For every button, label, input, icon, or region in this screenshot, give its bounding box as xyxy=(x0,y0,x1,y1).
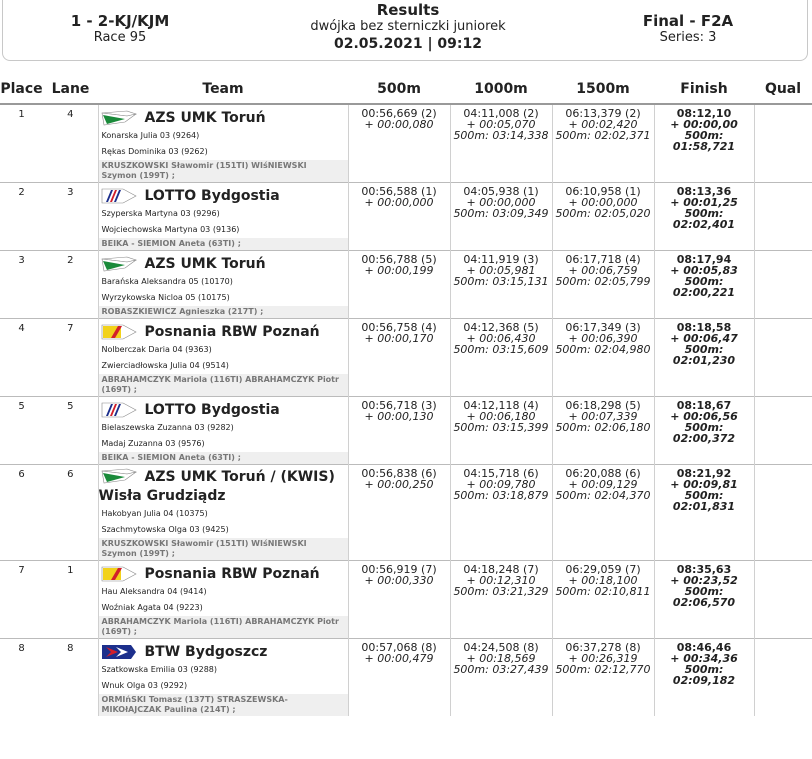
club-name: BTW Bydgoszcz xyxy=(144,644,268,660)
split-time: 08:13,36 xyxy=(676,185,732,198)
posnania-flag-icon xyxy=(101,566,137,582)
split-delta: + 00:02,420 xyxy=(568,118,638,131)
table-row xyxy=(0,104,812,183)
split-500m xyxy=(348,397,450,465)
split-delta: + 00:12,310 xyxy=(466,574,536,587)
table-header-row xyxy=(0,74,812,104)
table-row xyxy=(0,251,812,319)
split-time: 08:35,63 xyxy=(676,563,732,576)
finish-cell xyxy=(654,465,754,561)
finish-cell xyxy=(654,397,754,465)
qual-cell xyxy=(754,104,812,183)
lane: 3 xyxy=(67,187,74,198)
lane-cell xyxy=(43,319,98,397)
place-cell xyxy=(0,251,43,319)
team-name xyxy=(99,561,348,584)
split-pace: 500m: 02:04,370 xyxy=(555,489,651,502)
place-cell xyxy=(0,465,43,561)
split-1500m xyxy=(552,319,654,397)
results-table xyxy=(0,74,812,716)
split-delta: + 00:00,000 xyxy=(568,196,638,209)
rower-name: Wojciechowska Martyna 03 (9136) xyxy=(101,225,240,234)
split-pace: 500m: 03:14,338 xyxy=(453,129,549,142)
col-1000m: 1000m xyxy=(450,74,552,104)
split-delta: + 00:06,390 xyxy=(568,332,638,345)
lane-cell xyxy=(43,397,98,465)
event-code: 1 - 2-KJ/KJM xyxy=(70,12,170,30)
split-pace: 500m: 02:05,020 xyxy=(555,207,651,220)
split-time: 00:57,068 (8) xyxy=(361,641,437,654)
split-time: 04:15,718 (6) xyxy=(463,467,539,480)
rower-name: Nolberczak Daria 04 (9363) xyxy=(101,345,212,354)
split-delta: + 00:00,000 xyxy=(364,196,434,209)
qual-cell xyxy=(754,397,812,465)
split-500m xyxy=(348,104,450,183)
split-500m xyxy=(348,465,450,561)
finish-cell xyxy=(654,183,754,251)
split-500m xyxy=(348,183,450,251)
coach-names: ROBASZKIEWICZ Agnieszka (217T) ; xyxy=(99,306,348,318)
rower-name: Bielaszewska Zuzanna 03 (9282) xyxy=(101,423,234,432)
col-finish: Finish xyxy=(654,74,754,104)
rower-name: Szyperska Martyna 03 (9296) xyxy=(101,209,220,218)
split-time: 04:12,368 (5) xyxy=(463,321,539,334)
place: 2 xyxy=(18,187,25,198)
rower-name: Szatkowska Emilia 03 (9288) xyxy=(101,665,217,674)
split-delta: + 00:06,759 xyxy=(568,264,638,277)
rower-name: Wyrzykowska Nicloa 05 (10175) xyxy=(101,293,230,302)
split-delta: + 00:23,52 xyxy=(670,574,738,587)
col-qual: Qual xyxy=(754,74,812,104)
finish-cell xyxy=(654,104,754,183)
split-delta: + 00:00,330 xyxy=(364,574,434,587)
rower-name: Hakobyan Julia 04 (10375) xyxy=(101,509,208,518)
split-delta: + 00:18,569 xyxy=(466,652,536,665)
split-pace: 500m: 02:02,401 xyxy=(672,207,736,231)
lane: 8 xyxy=(67,643,74,654)
team-name xyxy=(99,319,348,342)
split-1500m xyxy=(552,104,654,183)
split-time: 04:11,008 (2) xyxy=(463,107,539,120)
split-pace: 500m: 03:18,879 xyxy=(453,489,549,502)
split-time: 06:10,958 (1) xyxy=(565,185,641,198)
team-name xyxy=(99,251,348,274)
split-1000m xyxy=(450,183,552,251)
split-time: 04:05,938 (1) xyxy=(463,185,539,198)
split-delta: + 00:06,180 xyxy=(466,410,536,423)
split-delta: + 00:05,981 xyxy=(466,264,536,277)
split-pace: 500m: 02:06,180 xyxy=(555,421,651,434)
lane: 4 xyxy=(67,109,74,120)
team-cell xyxy=(98,561,348,639)
club-name: Posnania RBW Poznań xyxy=(144,324,320,340)
split-time: 08:17,94 xyxy=(676,253,732,266)
qual-cell xyxy=(754,639,812,717)
place-cell xyxy=(0,104,43,183)
col-500m: 500m xyxy=(348,74,450,104)
club-name: AZS UMK Toruń xyxy=(144,256,266,272)
rower-name: Woźniak Agata 04 (9223) xyxy=(101,603,203,612)
split-time: 06:17,349 (3) xyxy=(565,321,641,334)
rower-name: Szachmytowska Olga 03 (9425) xyxy=(101,525,229,534)
lane: 5 xyxy=(67,401,74,412)
finish-cell xyxy=(654,639,754,717)
split-pace: 500m: 03:21,329 xyxy=(453,585,549,598)
split-pace: 500m: 03:27,439 xyxy=(453,663,549,676)
event-subtitle: dwójka bez sterniczki juniorek xyxy=(310,19,506,34)
club-name: LOTTO Bydgostia xyxy=(144,402,280,418)
split-1000m xyxy=(450,319,552,397)
azs-flag-icon xyxy=(101,468,137,484)
team-name xyxy=(99,397,348,420)
split-time: 06:13,379 (2) xyxy=(565,107,641,120)
split-delta: + 00:18,100 xyxy=(568,574,638,587)
split-time: 04:11,919 (3) xyxy=(463,253,539,266)
split-delta: + 00:00,479 xyxy=(364,652,434,665)
team-cell xyxy=(98,465,348,561)
split-1500m xyxy=(552,397,654,465)
split-time: 00:56,758 (4) xyxy=(361,321,437,334)
split-pace: 500m: 02:06,570 xyxy=(672,585,736,609)
table-row xyxy=(0,319,812,397)
rower-name: Barańska Aleksandra 05 (10170) xyxy=(101,277,233,286)
split-time: 06:29,059 (7) xyxy=(565,563,641,576)
team-cell xyxy=(98,397,348,465)
place: 6 xyxy=(18,469,25,480)
table-row xyxy=(0,465,812,561)
split-delta: + 00:09,129 xyxy=(568,478,638,491)
split-delta: + 00:06,47 xyxy=(670,332,738,345)
lane: 1 xyxy=(67,565,74,576)
split-500m xyxy=(348,251,450,319)
split-delta: + 00:09,780 xyxy=(466,478,536,491)
split-delta: + 00:34,36 xyxy=(670,652,738,665)
phase-info xyxy=(603,12,773,46)
split-delta: + 00:01,25 xyxy=(670,196,738,209)
col-1500m: 1500m xyxy=(552,74,654,104)
finish-cell xyxy=(654,251,754,319)
col-team: Team xyxy=(98,74,348,104)
split-delta: + 00:00,170 xyxy=(364,332,434,345)
split-time: 08:18,67 xyxy=(676,399,732,412)
split-time: 08:12,10 xyxy=(676,107,732,120)
split-delta: + 00:00,199 xyxy=(364,264,434,277)
qual-cell xyxy=(754,319,812,397)
split-delta: + 00:00,130 xyxy=(364,410,434,423)
split-1000m xyxy=(450,561,552,639)
club-name: AZS UMK Toruń / (KWIS) xyxy=(144,469,335,485)
split-delta: + 00:05,83 xyxy=(670,264,738,277)
rower-name: Konarska Julia 03 (9264) xyxy=(101,131,200,140)
table-row xyxy=(0,639,812,717)
page-title: Results xyxy=(376,1,440,19)
split-delta: + 00:07,339 xyxy=(568,410,638,423)
split-pace: 500m: 02:09,182 xyxy=(672,663,736,687)
col-place: Place xyxy=(0,74,43,104)
place: 1 xyxy=(18,109,25,120)
azs-flag-icon xyxy=(101,256,137,272)
split-1500m xyxy=(552,639,654,717)
place-cell xyxy=(0,561,43,639)
event-info xyxy=(65,12,175,46)
split-time: 00:56,788 (5) xyxy=(361,253,437,266)
split-1000m xyxy=(450,251,552,319)
place: 5 xyxy=(18,401,25,412)
posnania-flag-icon xyxy=(101,324,137,340)
place-cell xyxy=(0,639,43,717)
split-1500m xyxy=(552,465,654,561)
qual-cell xyxy=(754,251,812,319)
split-pace: 500m: 02:05,799 xyxy=(555,275,651,288)
results-header xyxy=(2,0,808,61)
split-time: 00:56,669 (2) xyxy=(361,107,437,120)
split-1000m xyxy=(450,639,552,717)
rower-name: Rękas Dominika 03 (9262) xyxy=(101,147,208,156)
lotto-flag-icon xyxy=(101,188,137,204)
azs-flag-icon xyxy=(101,110,137,126)
split-time: 04:24,508 (8) xyxy=(463,641,539,654)
split-time: 08:18,58 xyxy=(676,321,732,334)
team-name xyxy=(99,105,348,128)
finish-cell xyxy=(654,319,754,397)
split-1000m xyxy=(450,397,552,465)
team-name xyxy=(99,183,348,206)
lane: 6 xyxy=(67,469,74,480)
place: 8 xyxy=(18,643,25,654)
split-time: 00:56,838 (6) xyxy=(361,467,437,480)
qual-cell xyxy=(754,183,812,251)
split-1500m xyxy=(552,251,654,319)
lane-cell xyxy=(43,104,98,183)
split-500m xyxy=(348,561,450,639)
team-cell xyxy=(98,104,348,183)
split-time: 04:18,248 (7) xyxy=(463,563,539,576)
series-number: Series: 3 xyxy=(659,30,717,45)
split-time: 06:20,088 (6) xyxy=(565,467,641,480)
split-pace: 500m: 03:15,609 xyxy=(453,343,549,356)
coach-names: BEIKA - SIEMION Aneta (63TI) ; xyxy=(99,452,348,464)
split-time: 00:56,718 (3) xyxy=(361,399,437,412)
finish-cell xyxy=(654,561,754,639)
split-1500m xyxy=(552,183,654,251)
coach-names: ABRAHAMCZYK Mariola (116TI) ABRAHAMCZYK Piotr (169T) ; xyxy=(99,374,348,396)
rower-name: Madaj Zuzanna 03 (9576) xyxy=(101,439,205,448)
split-time: 04:12,118 (4) xyxy=(463,399,539,412)
split-pace: 500m: 01:58,721 xyxy=(672,129,736,153)
split-delta: + 00:06,56 xyxy=(670,410,738,423)
split-delta: + 00:09,81 xyxy=(670,478,738,491)
split-pace: 500m: 03:09,349 xyxy=(453,207,549,220)
rower-name: Wnuk Olga 03 (9292) xyxy=(101,681,188,690)
place-cell xyxy=(0,397,43,465)
lane-cell xyxy=(43,183,98,251)
split-pace: 500m: 03:15,131 xyxy=(453,275,549,288)
race-phase: Final - F2A xyxy=(642,12,734,30)
place: 3 xyxy=(18,255,25,266)
team-cell xyxy=(98,319,348,397)
team-cell xyxy=(98,639,348,717)
lane-cell xyxy=(43,465,98,561)
split-delta: + 00:05,070 xyxy=(466,118,536,131)
title-block xyxy=(253,1,563,54)
club-name: Posnania RBW Poznań xyxy=(144,566,320,582)
split-pace: 500m: 03:15,399 xyxy=(453,421,549,434)
split-time: 08:46,46 xyxy=(676,641,732,654)
race-datetime: 02.05.2021 | 09:12 xyxy=(334,36,482,52)
table-row xyxy=(0,183,812,251)
rower-name: Zwierciadłowska Julia 04 (9514) xyxy=(101,361,229,370)
table-row xyxy=(0,397,812,465)
split-time: 06:17,718 (4) xyxy=(565,253,641,266)
race-number: Race 95 xyxy=(93,30,147,45)
split-pace: 500m: 02:01,831 xyxy=(672,489,736,513)
team-name xyxy=(99,465,348,506)
rower-name: Hau Aleksandra 04 (9414) xyxy=(101,587,207,596)
split-time: 06:37,278 (8) xyxy=(565,641,641,654)
coach-names: ORMIńSKI Tomasz (137T) STRASZEWSKA-MIKOłAJCZAK Paulina (214T) ; xyxy=(99,694,348,716)
place-cell xyxy=(0,319,43,397)
coach-names: BEIKA - SIEMION Aneta (63TI) ; xyxy=(99,238,348,250)
split-time: 00:56,919 (7) xyxy=(361,563,437,576)
club-name: AZS UMK Toruń xyxy=(144,110,266,126)
btw-flag-icon xyxy=(101,644,137,660)
split-delta: + 00:00,00 xyxy=(670,118,738,131)
split-delta: + 00:00,250 xyxy=(364,478,434,491)
place-cell xyxy=(0,183,43,251)
split-delta: + 00:26,319 xyxy=(568,652,638,665)
split-time: 06:18,298 (5) xyxy=(565,399,641,412)
place: 4 xyxy=(18,323,25,334)
split-pace: 500m: 02:02,371 xyxy=(555,129,651,142)
split-time: 00:56,588 (1) xyxy=(361,185,437,198)
split-delta: + 00:00,000 xyxy=(466,196,536,209)
place: 7 xyxy=(18,565,25,576)
split-pace: 500m: 02:12,770 xyxy=(555,663,651,676)
split-pace: 500m: 02:00,372 xyxy=(672,421,736,445)
split-1000m xyxy=(450,104,552,183)
lane-cell xyxy=(43,639,98,717)
split-1000m xyxy=(450,465,552,561)
split-delta: + 00:00,080 xyxy=(364,118,434,131)
split-pace: 500m: 02:01,230 xyxy=(672,343,736,367)
lane: 7 xyxy=(67,323,74,334)
coach-names: KRUSZKOWSKI Sławomir (151TI) WIśNIEWSKI Szymon (199T) ; xyxy=(99,160,348,182)
split-pace: 500m: 02:04,980 xyxy=(555,343,651,356)
team-name xyxy=(99,639,348,662)
lane-cell xyxy=(43,251,98,319)
coach-names: KRUSZKOWSKI Sławomir (151TI) WIśNIEWSKI Szymon (199T) ; xyxy=(99,538,348,560)
lotto-flag-icon xyxy=(101,402,137,418)
split-pace: 500m: 02:10,811 xyxy=(555,585,651,598)
split-500m xyxy=(348,319,450,397)
lane-cell xyxy=(43,561,98,639)
qual-cell xyxy=(754,561,812,639)
split-1500m xyxy=(552,561,654,639)
coach-names: ABRAHAMCZYK Mariola (116TI) ABRAHAMCZYK Piotr (169T) ; xyxy=(99,616,348,638)
team-cell xyxy=(98,251,348,319)
col-lane: Lane xyxy=(43,74,98,104)
split-time: 08:21,92 xyxy=(676,467,732,480)
club-name-line2: Wisła Grudziądz xyxy=(98,488,226,504)
team-cell xyxy=(98,183,348,251)
lane: 2 xyxy=(67,255,74,266)
split-500m xyxy=(348,639,450,717)
split-delta: + 00:06,430 xyxy=(466,332,536,345)
split-pace: 500m: 02:00,221 xyxy=(672,275,736,299)
qual-cell xyxy=(754,465,812,561)
club-name: LOTTO Bydgostia xyxy=(144,188,280,204)
table-row xyxy=(0,561,812,639)
